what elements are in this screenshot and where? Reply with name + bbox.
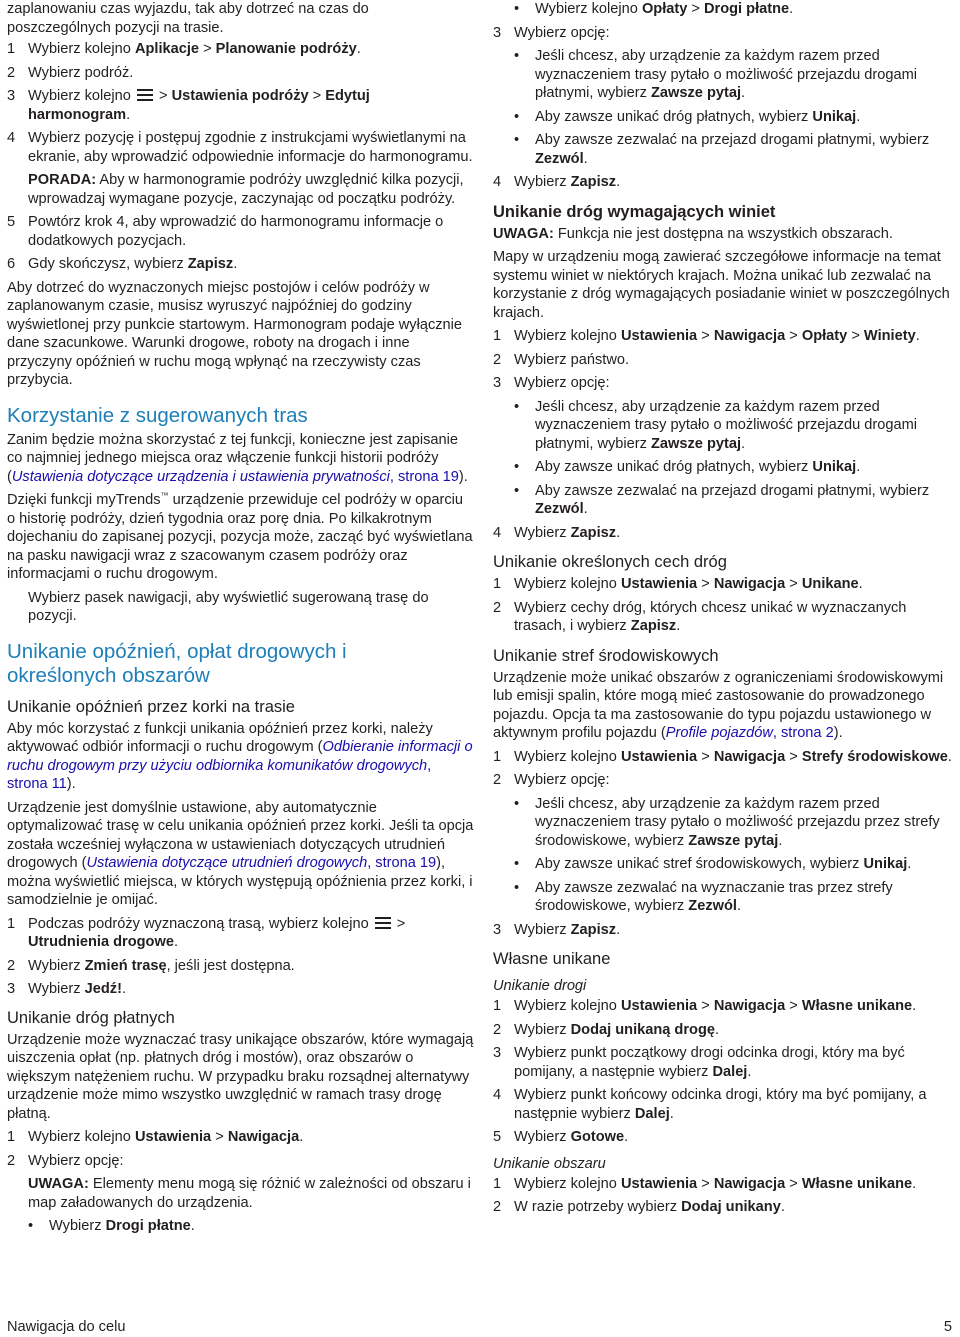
road-step-5: 5 Wybierz Gotowe.: [493, 1129, 629, 1145]
suggested-paragraph-1: Zanim będzie można skorzystać z tej funkcji, konieczne jest zapisanie co najmniej jednego miejsca oraz włączenie funkcji historii podróży (Ustawienia dotyczące urządzenia i ustawienia prywatności, strona 19).: [7, 431, 468, 485]
link-traffic-settings[interactable]: Ustawienia dotyczące utrudnień drogowych, strona 19: [86, 855, 437, 871]
toll-step-1: 1 Wybierz kolejno Ustawienia > Nawigacja.: [7, 1129, 304, 1145]
link-vehicle-profiles[interactable]: Profile pojazdów, strona 2: [665, 725, 834, 741]
heading-vignettes: Unikanie dróg wymagających winiet: [493, 202, 776, 221]
toll-step-4: 4 Wybierz Zapisz.: [493, 174, 621, 190]
link-traffic-receiver[interactable]: Odbieranie informacji o ruchu drogowym przy użyciu odbiornika komunikatów drogowych, strona 11: [7, 739, 473, 792]
heading-suggested-routes: Korzystanie z sugerowanych tras: [7, 403, 308, 427]
area-step-1: 1 Wybierz kolejno Ustawienia > Nawigacja > Własne unikane.: [493, 1175, 917, 1192]
road-step-3: 3 Wybierz punkt początkowy drogi odcinka drogi, który ma być pomijany, a następnie wybierz Dalej.: [493, 1045, 905, 1080]
page-number: 5: [943, 1319, 952, 1335]
area-step-2: 2 W razie potrzeby wybierz Dodaj unikany.: [493, 1199, 785, 1215]
plan-step-6: 6 Gdy skończysz, wybierz Zapisz.: [7, 256, 238, 272]
intro-text: zaplanowaniu czas wyjazdu, tak aby dotrzeć na czas do poszczególnych pozycji na trasie.: [7, 1, 369, 36]
vignette-option-allow: • Aby zawsze zezwalać na przejazd drogami płatnymi, wybierz Zezwól.: [514, 482, 930, 517]
toll-step-3: 3 Wybierz opcję:: [493, 24, 610, 41]
environment-option-avoid: • Aby zawsze unikać stref środowiskowych, wybierz Unikaj.: [514, 856, 912, 872]
features-step-1: 1 Wybierz kolejno Ustawienia > Nawigacja > Unikane.: [493, 576, 863, 592]
plan-step-2: 2 Wybierz podróż.: [7, 64, 134, 81]
vignette-paragraph: Mapy w urządzeniu mogą zawierać szczegółowe informacje na temat systemu winiet w niektórych krajach. Można unikać lub zezwalać na korzystanie z dróg wymagających posiadanie winiet w poszczególnych krajach.: [493, 249, 950, 321]
toll-option-avoid: • Aby zawsze unikać dróg płatnych, wybierz Unikaj.: [514, 108, 861, 125]
link-device-privacy-settings[interactable]: Ustawienia dotyczące urządzenia i ustawienia prywatności, strona 19: [11, 468, 459, 485]
environment-option-ask: • Jeśli chcesz, aby urządzenie za każdym razem przed wyznaczeniem trasy pytało o możliwość przejazdu przez strefy środowiskowe, wybierz Zawsze pytaj.: [514, 795, 940, 849]
heading-avoid-delays: Unikanie opóźnień, opłat drogowych i określonych obszarów: [7, 639, 347, 687]
heading-toll-roads: Unikanie dróg płatnych: [7, 1008, 175, 1027]
suggested-paragraph-2: Dzięki funkcji myTrends™ urządzenie przewiduje cel podróży w oparciu o historię podróży, dzień tygodnia oraz porę dnia. Po kilkakrotnym dojechaniu do zapisanej pozycji, pozycja może, zacząć być wyświetlana na pasku nawigacji wraz z szacowanym czasem podróży oraz informacjami o ruchu drogowym.: [7, 491, 473, 582]
plan-step-5: 5 Powtórz krok 4, aby wprowadzić do harmonogramu informacje o dodatkowych pozycjach.: [7, 214, 444, 249]
road-step-2: 2 Wybierz Dodaj unikaną drogę.: [493, 1021, 720, 1038]
heading-road-features: Unikanie określonych cech dróg: [493, 553, 727, 571]
toll-bullet-2: • Wybierz kolejno Opłaty > Drogi płatne.: [514, 1, 794, 17]
environment-step-2: 2 Wybierz opcję:: [493, 772, 610, 788]
vignette-option-ask: • Jeśli chcesz, aby urządzenie za każdym razem przed wyznaczeniem trasy pytało o możliwość przejazdu drogami płatnymi, wybierz Zawsze pytaj.: [514, 398, 918, 452]
toll-bullet-1: • Wybierz Drogi płatne.: [28, 1218, 195, 1234]
suggested-paragraph-3: Wybierz pasek nawigacji, aby wyświetlić sugerowaną trasę do pozycji.: [28, 589, 429, 624]
heading-traffic-delays: Unikanie opóźnień przez korki na trasie: [7, 697, 295, 716]
heading-custom-avoidances: Własne unikane: [493, 950, 611, 968]
features-step-2: 2 Wybierz cechy dróg, których chcesz unikać w wyznaczanych trasach, i wybierz Zapisz.: [493, 599, 907, 634]
vignette-note: UWAGA: Funkcja nie jest dostępna na wszystkich obszarach.: [493, 225, 893, 242]
schedule-paragraph: Aby dotrzeć do wyznaczonych miejsc postojów i celów podróży w zaplanowanym czasie, musisz wyruszyć najpóźniej do godziny wyświetlonej przy punkcie startowym. Harmonogram podaje wyłącznie dane szacunkowe. Warunki drogowe, roboty na drogach i inne przyczyny opóźnień w ruchu mogą wpłynąć na rzeczywisty czas przybycia.: [7, 279, 463, 388]
heading-avoid-area: Unikanie obszaru: [493, 1155, 606, 1172]
heading-environmental-zones: Unikanie stref środowiskowych: [493, 646, 719, 665]
vignette-step-3: 3 Wybierz opcję:: [493, 375, 610, 391]
heading-avoid-road: Unikanie drogi: [493, 978, 587, 994]
plan-step-1: 1 Wybierz kolejno Aplikacje > Planowanie podróży.: [7, 41, 361, 57]
toll-option-ask: • Jeśli chcesz, aby urządzenie za każdym razem przed wyznaczeniem trasy pytało o możliwość przejazdu drogami płatnymi, wybierz Zawsze pytaj.: [514, 48, 918, 101]
plan-step-4: 4 Wybierz pozycję i postępuj zgodnie z instrukcjami wyświetlanymi na ekranie, aby wprowadzić odpowiednie informacje do harmonogramu.: [7, 130, 473, 165]
toll-option-allow: • Aby zawsze zezwalać na przejazd drogami płatnymi, wybierz Zezwól.: [514, 132, 930, 167]
menu-icon: [375, 917, 391, 929]
left-column: [7, 0, 475, 1241]
vignette-step-4: 4 Wybierz Zapisz.: [493, 524, 621, 541]
vignette-option-avoid: • Aby zawsze unikać dróg płatnych, wybierz Unikaj.: [514, 459, 861, 475]
environment-step-1: 1 Wybierz kolejno Ustawienia > Nawigacja > Strefy środowiskowe.: [493, 748, 952, 765]
road-step-1: 1 Wybierz kolejno Ustawienia > Nawigacja > Własne unikane.: [493, 998, 917, 1014]
right-column: [493, 0, 955, 1222]
road-step-4: 4 Wybierz punkt końcowy odcinka drogi, który ma być pomijany, a następnie wybierz Dalej.: [493, 1087, 927, 1122]
traffic-step-3: 3 Wybierz Jedź!.: [7, 981, 127, 997]
toll-note: UWAGA: Elementy menu mogą się różnić w zależności od obszaru i map załadowanych do urządzenia.: [28, 1176, 471, 1211]
traffic-paragraph-1: Aby móc korzystać z funkcji unikania opóźnień przez korki, należy aktywować odbiór informacji o ruchu drogowym (Odbieranie informacji o ruchu drogowym przy użyciu odbiornika komunikatów drogowych, strona 11).: [7, 720, 473, 792]
environment-step-3: 3 Wybierz Zapisz.: [493, 921, 621, 938]
tip-note: PORADA: Aby w harmonogramie podróży uwzględnić kilka pozycji, wprowadzaj wymagane pozycje, zaczynając od początku podróży.: [28, 172, 464, 207]
environment-paragraph: Urządzenie może unikać obszarów z ograniczeniami środowiskowymi lub emisji spalin, które mogą mieć zastosowanie do prowadzonego pojazdu. Opcja ta ma zastosowanie do typu pojazdu ustawionego w aktywnym profilu pojazdu (Profile pojazdów, strona 2).: [493, 669, 944, 741]
traffic-step-2: 2 Wybierz Zmień trasę, jeśli jest dostępna.: [7, 957, 295, 974]
plan-step-3: 3 Wybierz kolejno > Ustawienia podróży > Edytuj harmonogram.: [7, 88, 370, 123]
toll-paragraph: Urządzenie może wyznaczać trasy unikające obszarów, które wymagają uiszczenia opłat (np. płatnych dróg i mostów), oraz obszarów o większym natężeniem ruchu. W przypadku braku rozsądnej alternatywy urządzenie może mimo wszystko uwzględnić w ramach trasy drogę płatną.: [7, 1031, 474, 1122]
footer-section: Nawigacja do celu: [7, 1319, 126, 1335]
menu-icon: [137, 89, 153, 101]
vignette-step-1: 1 Wybierz kolejno Ustawienia > Nawigacja > Opłaty > Winiety.: [493, 328, 920, 344]
traffic-paragraph-2: Urządzenie jest domyślnie ustawione, aby automatycznie optymalizować trasę w celu unikania opóźnień przez korki. Jeśli ta opcja została wcześniej wyłączona w ustawieniach dotyczących utrudnień drogowych (Ustawienia dotyczące utrudnień drogowych, strona 19), można wyświetlić miejsca, w których występują opóźnienia przez korki, i samodzielnie je omijać.: [7, 799, 474, 908]
vignette-step-2: 2 Wybierz państwo.: [493, 351, 630, 368]
environment-option-allow: • Aby zawsze zezwalać na wyznaczanie tras przez strefy środowiskowe, wybierz Zezwól.: [514, 879, 893, 914]
traffic-step-1: 1 Podczas podróży wyznaczoną trasą, wybierz kolejno > Utrudnienia drogowe.: [7, 915, 406, 950]
toll-step-2: 2 Wybierz opcję:: [7, 1152, 124, 1169]
